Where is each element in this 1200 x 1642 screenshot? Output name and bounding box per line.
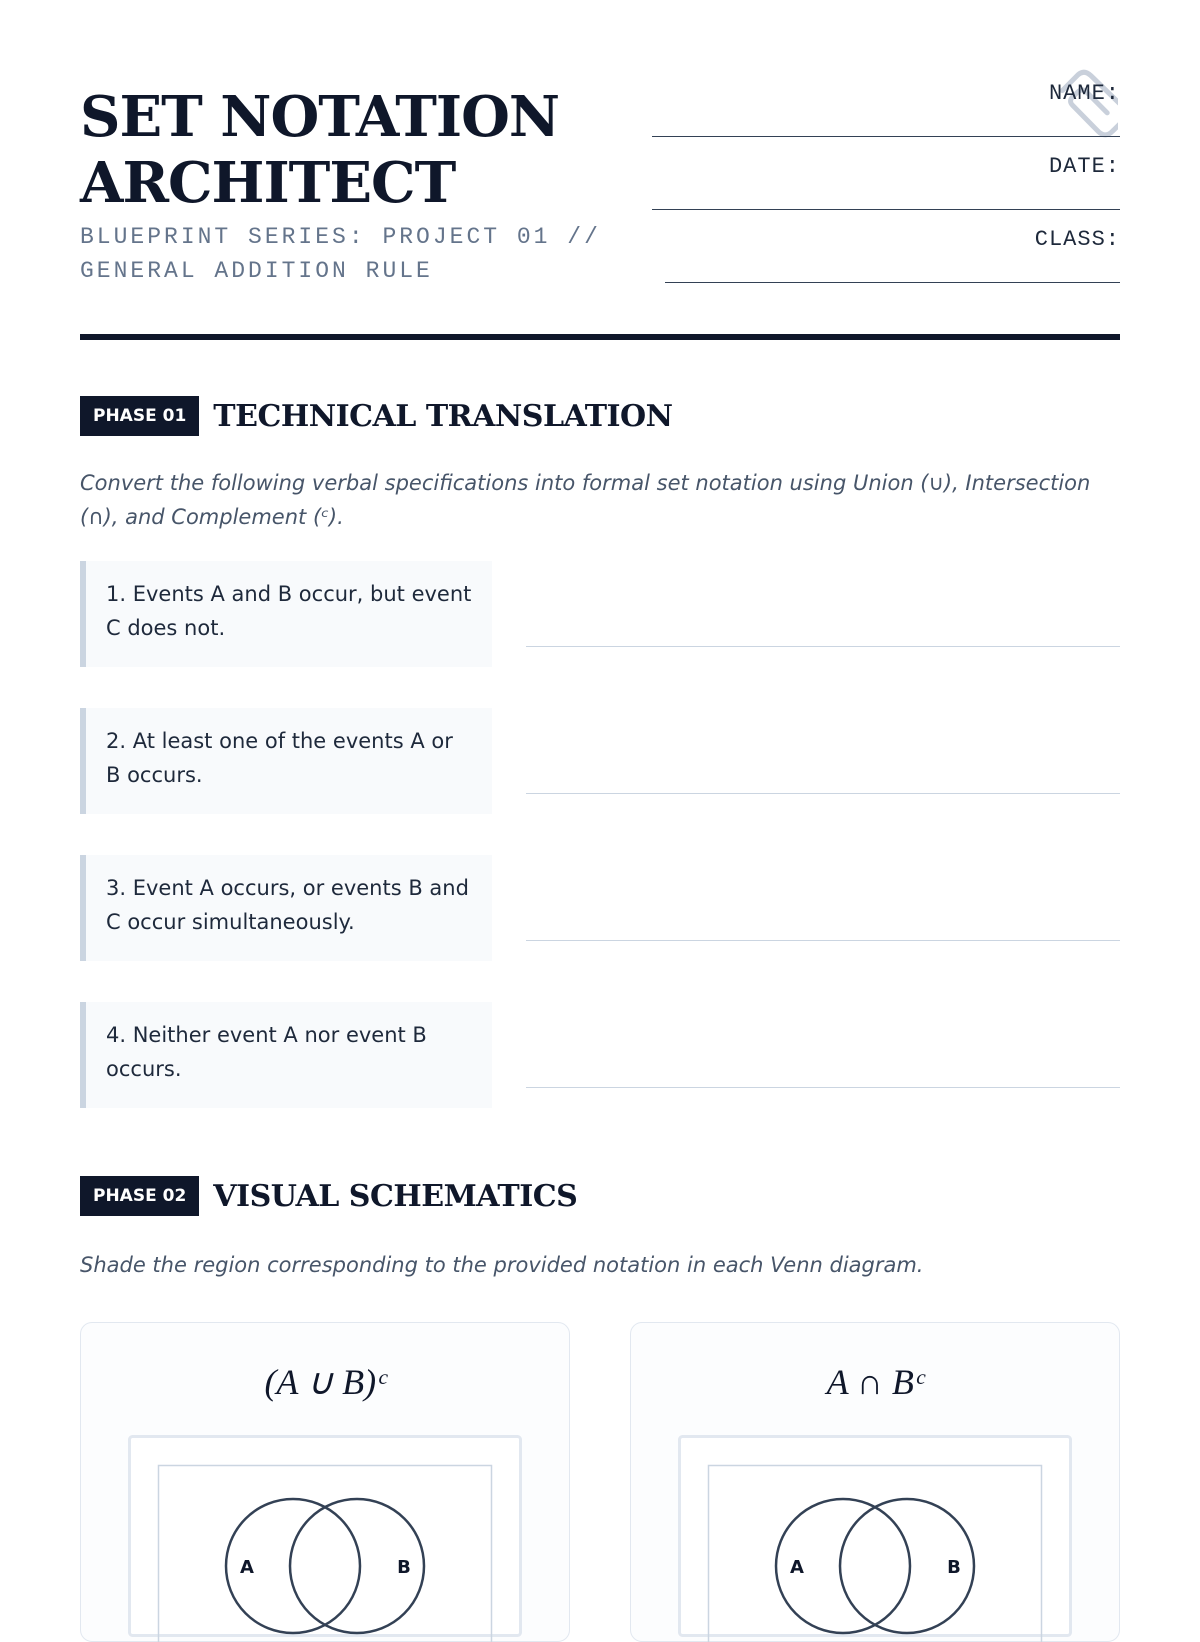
date-label: DATE: xyxy=(1049,154,1120,179)
venn-card-2 xyxy=(630,1322,1120,1642)
question-4 xyxy=(80,1002,1120,1108)
question-3-answer-line[interactable] xyxy=(526,940,1120,941)
question-1-prompt: 1. Events A and B occur, but event C does not. xyxy=(80,561,492,667)
name-field[interactable] xyxy=(640,78,1120,151)
title-line-2: ARCHITECT xyxy=(80,150,455,216)
class-label: CLASS: xyxy=(1035,227,1120,252)
question-1-answer-line[interactable] xyxy=(526,646,1120,647)
venn-diagram-2[interactable] xyxy=(679,1436,1071,1636)
phase-2-title: VISUAL SCHEMATICS xyxy=(213,1179,577,1214)
header-divider xyxy=(80,334,1120,340)
venn-2-frame xyxy=(680,1437,1071,1636)
question-2 xyxy=(80,708,1120,814)
title-line-1: SET NOTATION xyxy=(80,84,559,150)
page-title xyxy=(80,84,559,216)
phase-1-header xyxy=(80,396,673,436)
question-3 xyxy=(80,855,1120,961)
phase-2-instruction: Shade the region corresponding to the provided notation in each Venn diagram. xyxy=(80,1248,1100,1282)
student-info-fields xyxy=(640,78,1120,297)
date-line[interactable] xyxy=(652,209,1120,210)
phase-2-badge: PHASE 02 xyxy=(80,1176,199,1216)
venn-card-1 xyxy=(80,1322,570,1642)
venn-1-set-a-label: A xyxy=(240,1557,254,1578)
date-field[interactable] xyxy=(640,151,1120,224)
page-subtitle xyxy=(80,220,620,288)
phase-1-badge: PHASE 01 xyxy=(80,396,199,436)
class-line[interactable] xyxy=(665,282,1120,283)
venn-2-notation: A ∩ Bᶜ xyxy=(631,1361,1119,1403)
venn-1-notation: (A ∪ B)ᶜ xyxy=(81,1361,569,1403)
class-field[interactable] xyxy=(640,224,1120,297)
question-4-answer-line[interactable] xyxy=(526,1087,1120,1088)
venn-2-set-a-label: A xyxy=(790,1557,804,1578)
venn-1-frame xyxy=(130,1437,521,1636)
question-4-prompt: 4. Neither event A nor event B occurs. xyxy=(80,1002,492,1108)
venn-2-set-b-label: B xyxy=(947,1557,961,1578)
venn-diagram-1[interactable] xyxy=(129,1436,521,1636)
question-2-prompt: 2. At least one of the events A or B occurs. xyxy=(80,708,492,814)
name-label: NAME: xyxy=(1049,81,1120,106)
subtitle-line-2: GENERAL ADDITION RULE xyxy=(80,258,433,284)
name-line[interactable] xyxy=(652,136,1120,137)
phase-2-header xyxy=(80,1176,577,1216)
question-3-prompt: 3. Event A occurs, or events B and C occur simultaneously. xyxy=(80,855,492,961)
phase-1-instruction: Convert the following verbal specifications into formal set notation using Union (∪), Intersection (∩), and Complement (ᶜ). xyxy=(80,466,1100,534)
venn-1-set-b-label: B xyxy=(397,1557,411,1578)
subtitle-line-1: BLUEPRINT SERIES: PROJECT 01 // xyxy=(80,224,601,250)
worksheet-page xyxy=(80,0,1120,1600)
question-2-answer-line[interactable] xyxy=(526,793,1120,794)
question-1 xyxy=(80,561,1120,667)
phase-1-title: TECHNICAL TRANSLATION xyxy=(213,399,672,434)
